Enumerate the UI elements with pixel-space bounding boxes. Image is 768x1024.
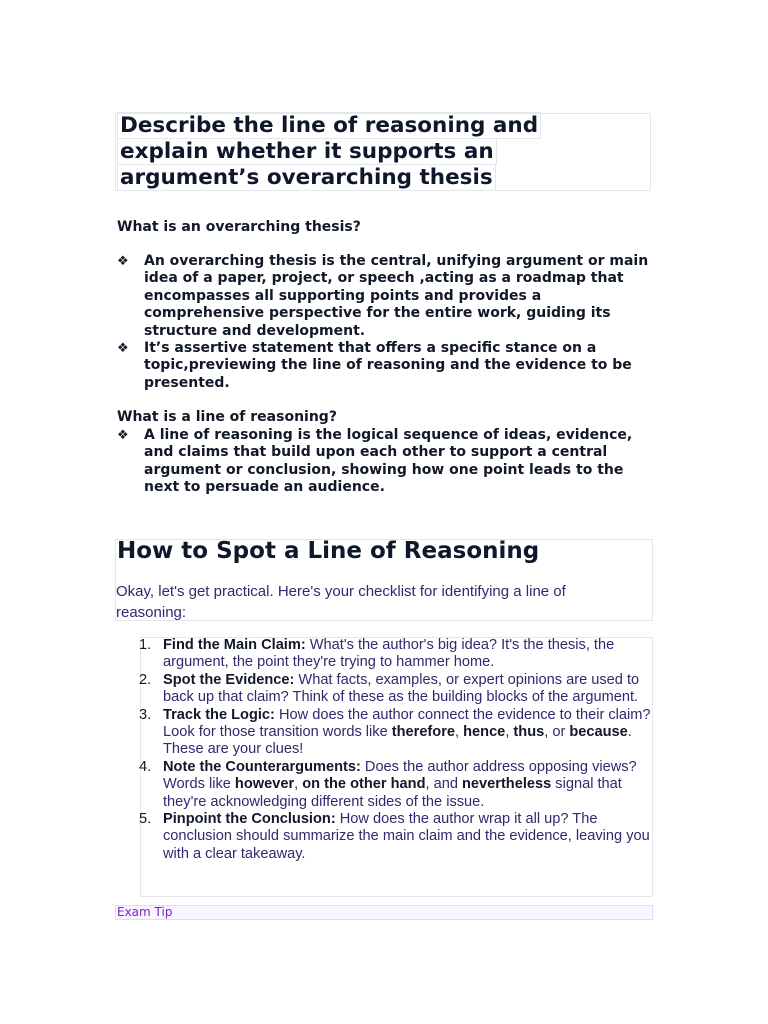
- title-line-3: argument’s overarching thesis: [117, 164, 496, 191]
- step-number: 2.: [139, 671, 152, 688]
- list-item: [139, 672, 654, 707]
- step-text: Does the author address opposing views? Words like: [163, 758, 637, 793]
- exam-tip-label: Exam Tip: [115, 905, 653, 920]
- list-item: [139, 637, 654, 672]
- diamond-bullet-icon: ❖: [117, 254, 129, 269]
- thesis-question: What is an overarching thesis?: [117, 219, 361, 235]
- separator: ,: [455, 724, 464, 741]
- step-label: Spot the Evidence:: [163, 671, 295, 688]
- diamond-bullet-icon: ❖: [117, 428, 129, 443]
- step-number: 1.: [139, 637, 152, 653]
- step-label: Find the Main Claim:: [163, 637, 306, 653]
- step-text: How does the author connect the evidence to their claim? Look for those transition words like: [163, 706, 651, 741]
- keyword: because: [569, 724, 628, 741]
- keyword: thus: [513, 724, 545, 741]
- keyword: on the other hand: [302, 776, 426, 793]
- step-label: Track the Logic:: [163, 706, 275, 723]
- step-number: 3.: [139, 706, 152, 723]
- step-tail: signal that they're acknowledging different sides of the issue.: [163, 776, 622, 810]
- reasoning-bullet-text: A line of reasoning is the logical sequence of ideas, evidence, and claims that build upon each other to support a central argument or conclusion, showing how one point leads to the next to persuade an audience.: [144, 427, 633, 496]
- step-text: How does the author wrap it all up? The conclusion should summarize the main claim and the evidence, leaving you with a clear takeaway.: [163, 811, 650, 862]
- diamond-bullet-icon: ❖: [117, 341, 129, 357]
- list-item: [139, 707, 654, 759]
- separator: , and: [425, 776, 462, 793]
- thesis-bullet-list: [117, 253, 657, 392]
- list-item: [139, 759, 654, 811]
- list-item: [139, 811, 654, 863]
- list-item: [117, 340, 657, 392]
- step-tail: . These are your clues!: [163, 724, 632, 758]
- keyword: nevertheless: [462, 776, 552, 793]
- section-intro: Okay, let's get practical. Here's your checklist for identifying a line of reasoning:: [116, 583, 566, 621]
- thesis-bullet-text: An overarching thesis is the central, unifying argument or main idea of a paper, project, or speech ,acting as a roadmap that encompasses all supporting points and provides a comprehensive perspective for the entire work, guiding its structure and development.: [144, 253, 649, 339]
- reasoning-question: What is a line of reasoning?: [117, 409, 337, 425]
- separator: ,: [505, 724, 514, 741]
- checklist: [139, 637, 654, 863]
- step-label: Pinpoint the Conclusion:: [163, 811, 336, 828]
- thesis-bullet-text: It’s assertive statement that offers a specific stance on a topic,previewing the line of reasoning and the evidence to be presented.: [144, 340, 632, 391]
- reasoning-bullet-list: [117, 427, 657, 497]
- list-item: [117, 427, 657, 497]
- separator: , or: [544, 724, 570, 741]
- keyword: however: [234, 776, 295, 793]
- title-line-1: Describe the line of reasoning and: [117, 112, 541, 139]
- separator: ,: [294, 776, 303, 793]
- step-text: What facts, examples, or expert opinions are used to back up that claim? Think of these as the building blocks of the argument.: [163, 671, 640, 706]
- step-number: 4.: [139, 758, 152, 775]
- list-item: [117, 253, 657, 340]
- section-heading: How to Spot a Line of Reasoning: [117, 538, 540, 564]
- step-text: What's the author's big idea? It's the thesis, the argument, the point they're trying to hammer home.: [163, 637, 615, 671]
- page-title: [117, 113, 541, 191]
- keyword: therefore: [391, 724, 456, 741]
- step-label: Note the Counterarguments:: [163, 758, 361, 775]
- step-number: 5.: [139, 811, 152, 828]
- keyword: hence: [463, 724, 506, 741]
- title-line-2: explain whether it supports an: [117, 138, 497, 165]
